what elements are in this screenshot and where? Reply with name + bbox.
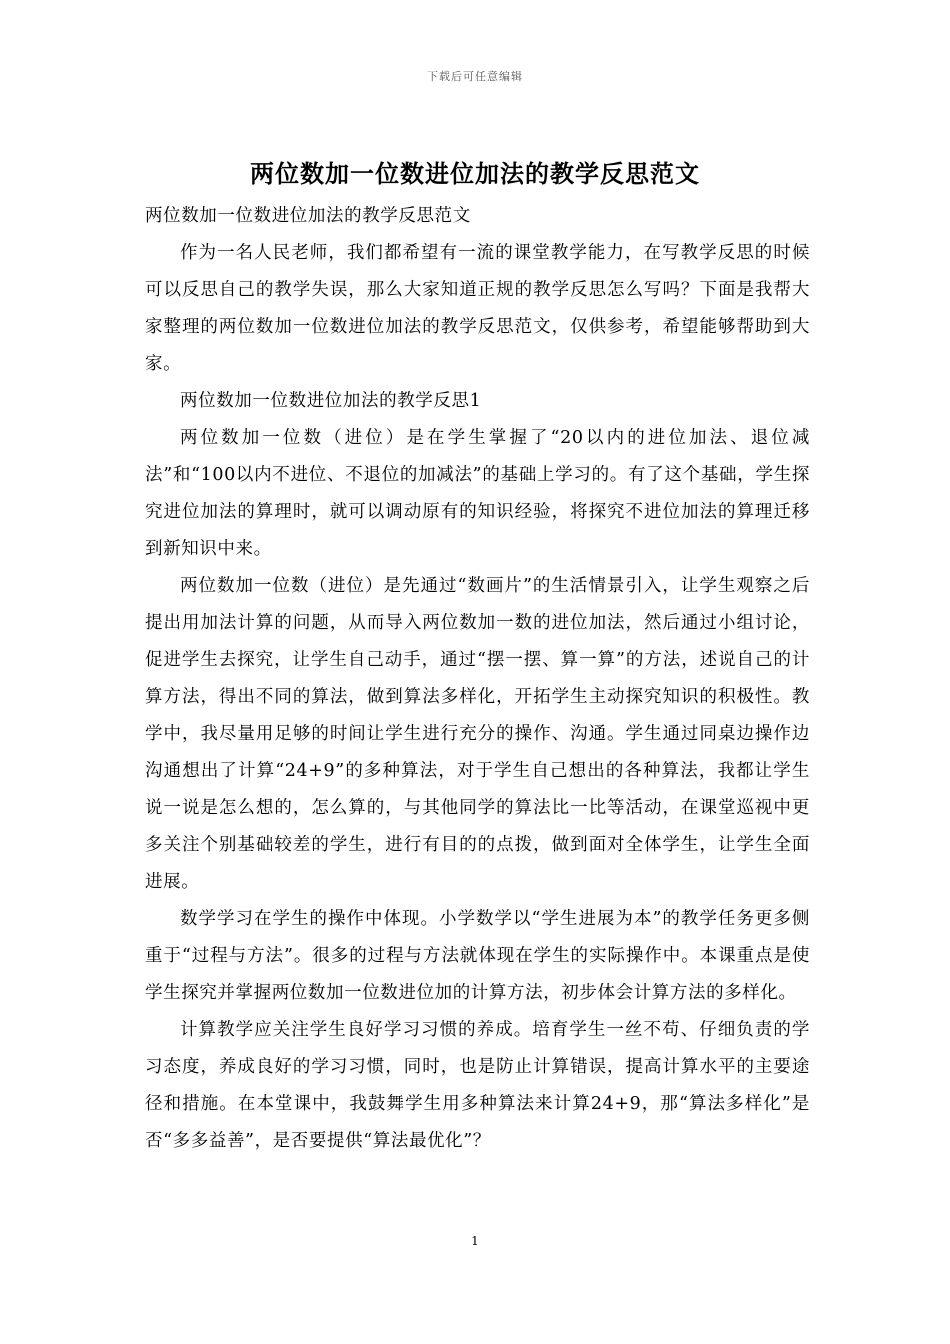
body-paragraph-3: 数学学习在学生的操作中体现。小学数学以“学生进展为本”的教学任务更多侧重于“过程与方法”。很多的过程与方法就体现在学生的实际操作中。本课重点是使学生探究并掌握两位数加一位数进位加的计算方法，初步体会计算方法的多样化。 bbox=[145, 909, 810, 1003]
document-body bbox=[145, 198, 810, 1160]
body-paragraph-4: 计算教学应关注学生良好学习习惯的养成。培育学生一丝不苟、仔细负责的学习态度，养成良好的学习习惯，同时，也是防止计算错误，提高计算水平的主要途径和措施。在本堂课中，我鼓舞学生用多种算法来计算24+9，那“算法多样化”是否“多多益善”，是否要提供“算法最优化”？ bbox=[145, 1020, 810, 1151]
header-note: 下载后可任意编辑 bbox=[427, 70, 523, 83]
document-subtitle: 两位数加一位数进位加法的教学反思范文 bbox=[145, 206, 471, 226]
page-number: 1 bbox=[471, 1234, 479, 1248]
body-paragraph-2: 两位数加一位数（进位）是先通过“数画片”的生活情景引入，让学生观察之后提出用加法计算的问题，从而导入两位数加一数的进位加法，然后通过小组讨论，促进学生去探究，让学生自己动手，通过“摆一摆、算一算”的方法，述说自己的计算方法，得出不同的算法，做到算法多样化，开拓学生主动探究知识的积极性。教学中，我尽量用足够的时间让学生进行充分的操作、沟通。学生通过同桌边操作边沟通想出了计算“24+9”的多种算法，对于学生自己想出的各种算法，我都让学生说一说是怎么想的，怎么算的，与其他同学的算法比一比等活动，在课堂巡视中更多关注个别基础较差的学生，进行有目的的点拨，做到面对全体学生，让学生全面进展。 bbox=[145, 576, 810, 892]
body-paragraph-1: 两位数加一位数（进位）是在学生掌握了“20以内的进位加法、退位减法”和“100以内不进位、不退位的加减法”的基础上学习的。有了这个基础，学生探究进位加法的算理时，就可以调动原有的知识经验，将探究不进位加法的算理迁移到新知识中来。 bbox=[145, 428, 810, 559]
intro-paragraph: 作为一名人民老师，我们都希望有一流的课堂教学能力，在写教学反思的时候可以反思自己的教学失误，那么大家知道正规的教学反思怎么写吗？下面是我帮大家整理的两位数加一位数进位加法的教学反思范文，仅供参考，希望能够帮助到大家。 bbox=[145, 243, 810, 374]
section-heading: 两位数加一位数进位加法的教学反思1 bbox=[180, 391, 482, 411]
document-title: 两位数加一位数进位加法的教学反思范文 bbox=[250, 159, 700, 188]
